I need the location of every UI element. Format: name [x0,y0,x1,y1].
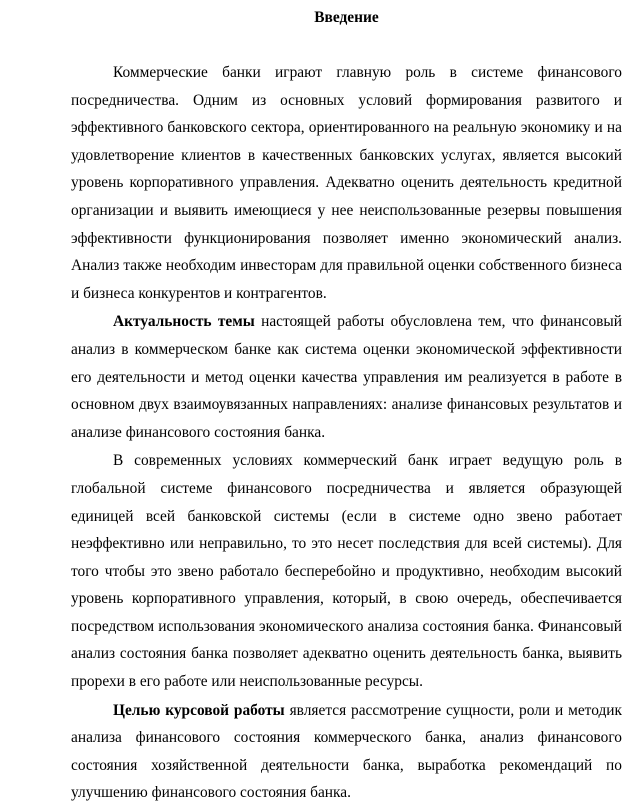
goal-lead: Целью курсовой работы [113,701,285,719]
paragraph-goal-text: является рассмотрение сущности, роли и методик анализа финансового состояния коммерческого банка, анализ финансового состояния хозяйственной деятельности банка, выработка рекомендаций по улучшению финансового состояния банка. [71,701,623,802]
document-page [71,8,622,807]
paragraph-intro [71,59,622,307]
paragraph-goal [71,697,622,807]
paragraph-modern-conditions [71,447,622,695]
relevance-lead: Актуальность темы [113,313,255,331]
document-title: Введение [314,9,379,26]
paragraph-relevance [71,308,622,446]
paragraph-relevance-text: настоящей работы обусловлена тем, что финансовый анализ в коммерческом банке как система оценки экономической эффективности его деятельности и метод оценки качества управления им реализуется в работе в основном двух взаимоувязанных направлениях: анализе финансовых результатов и анализе финансового состояния банка. [71,313,622,441]
paragraph-modern-conditions-text: В современных условиях коммерческий банк играет ведущую роль в глобальной системе финансового посредничества и является образующей единицей всей банковской системы (если в системе одно звено работает неэффективно или неправильно, то это несет последствия для всей системы). Для того чтобы это звено работало бесперебойно и продуктивно, необходим высокий уровень корпоративного управления, который, в свою очередь, обеспечивается посредством использования экономического анализа состояния банка. Финансовый анализ состояния банка позволяет адекватно оценить деятельность банка, выявить прорехи в его работе или неиспользованные ресурсы. [71,452,622,691]
paragraph-intro-text: Коммерческие банки играют главную роль в системе финансового посредничества. Одним из основных условий формирования развитого и эффективного банковского сектора, ориентированного на реальную экономику и на удовлетворение клиентов в качественных банковских услугах, является высокий уровень корпоративного управления. Адекватно оценить деятельность кредитной организации и выявить имеющиеся у нее неиспользованные резервы повышения эффективности функционирования позволяет именно экономический анализ. Анализ также необходим инвесторам для правильной оценки собственного бизнеса и бизнеса конкурентов и контрагентов. [71,64,622,302]
